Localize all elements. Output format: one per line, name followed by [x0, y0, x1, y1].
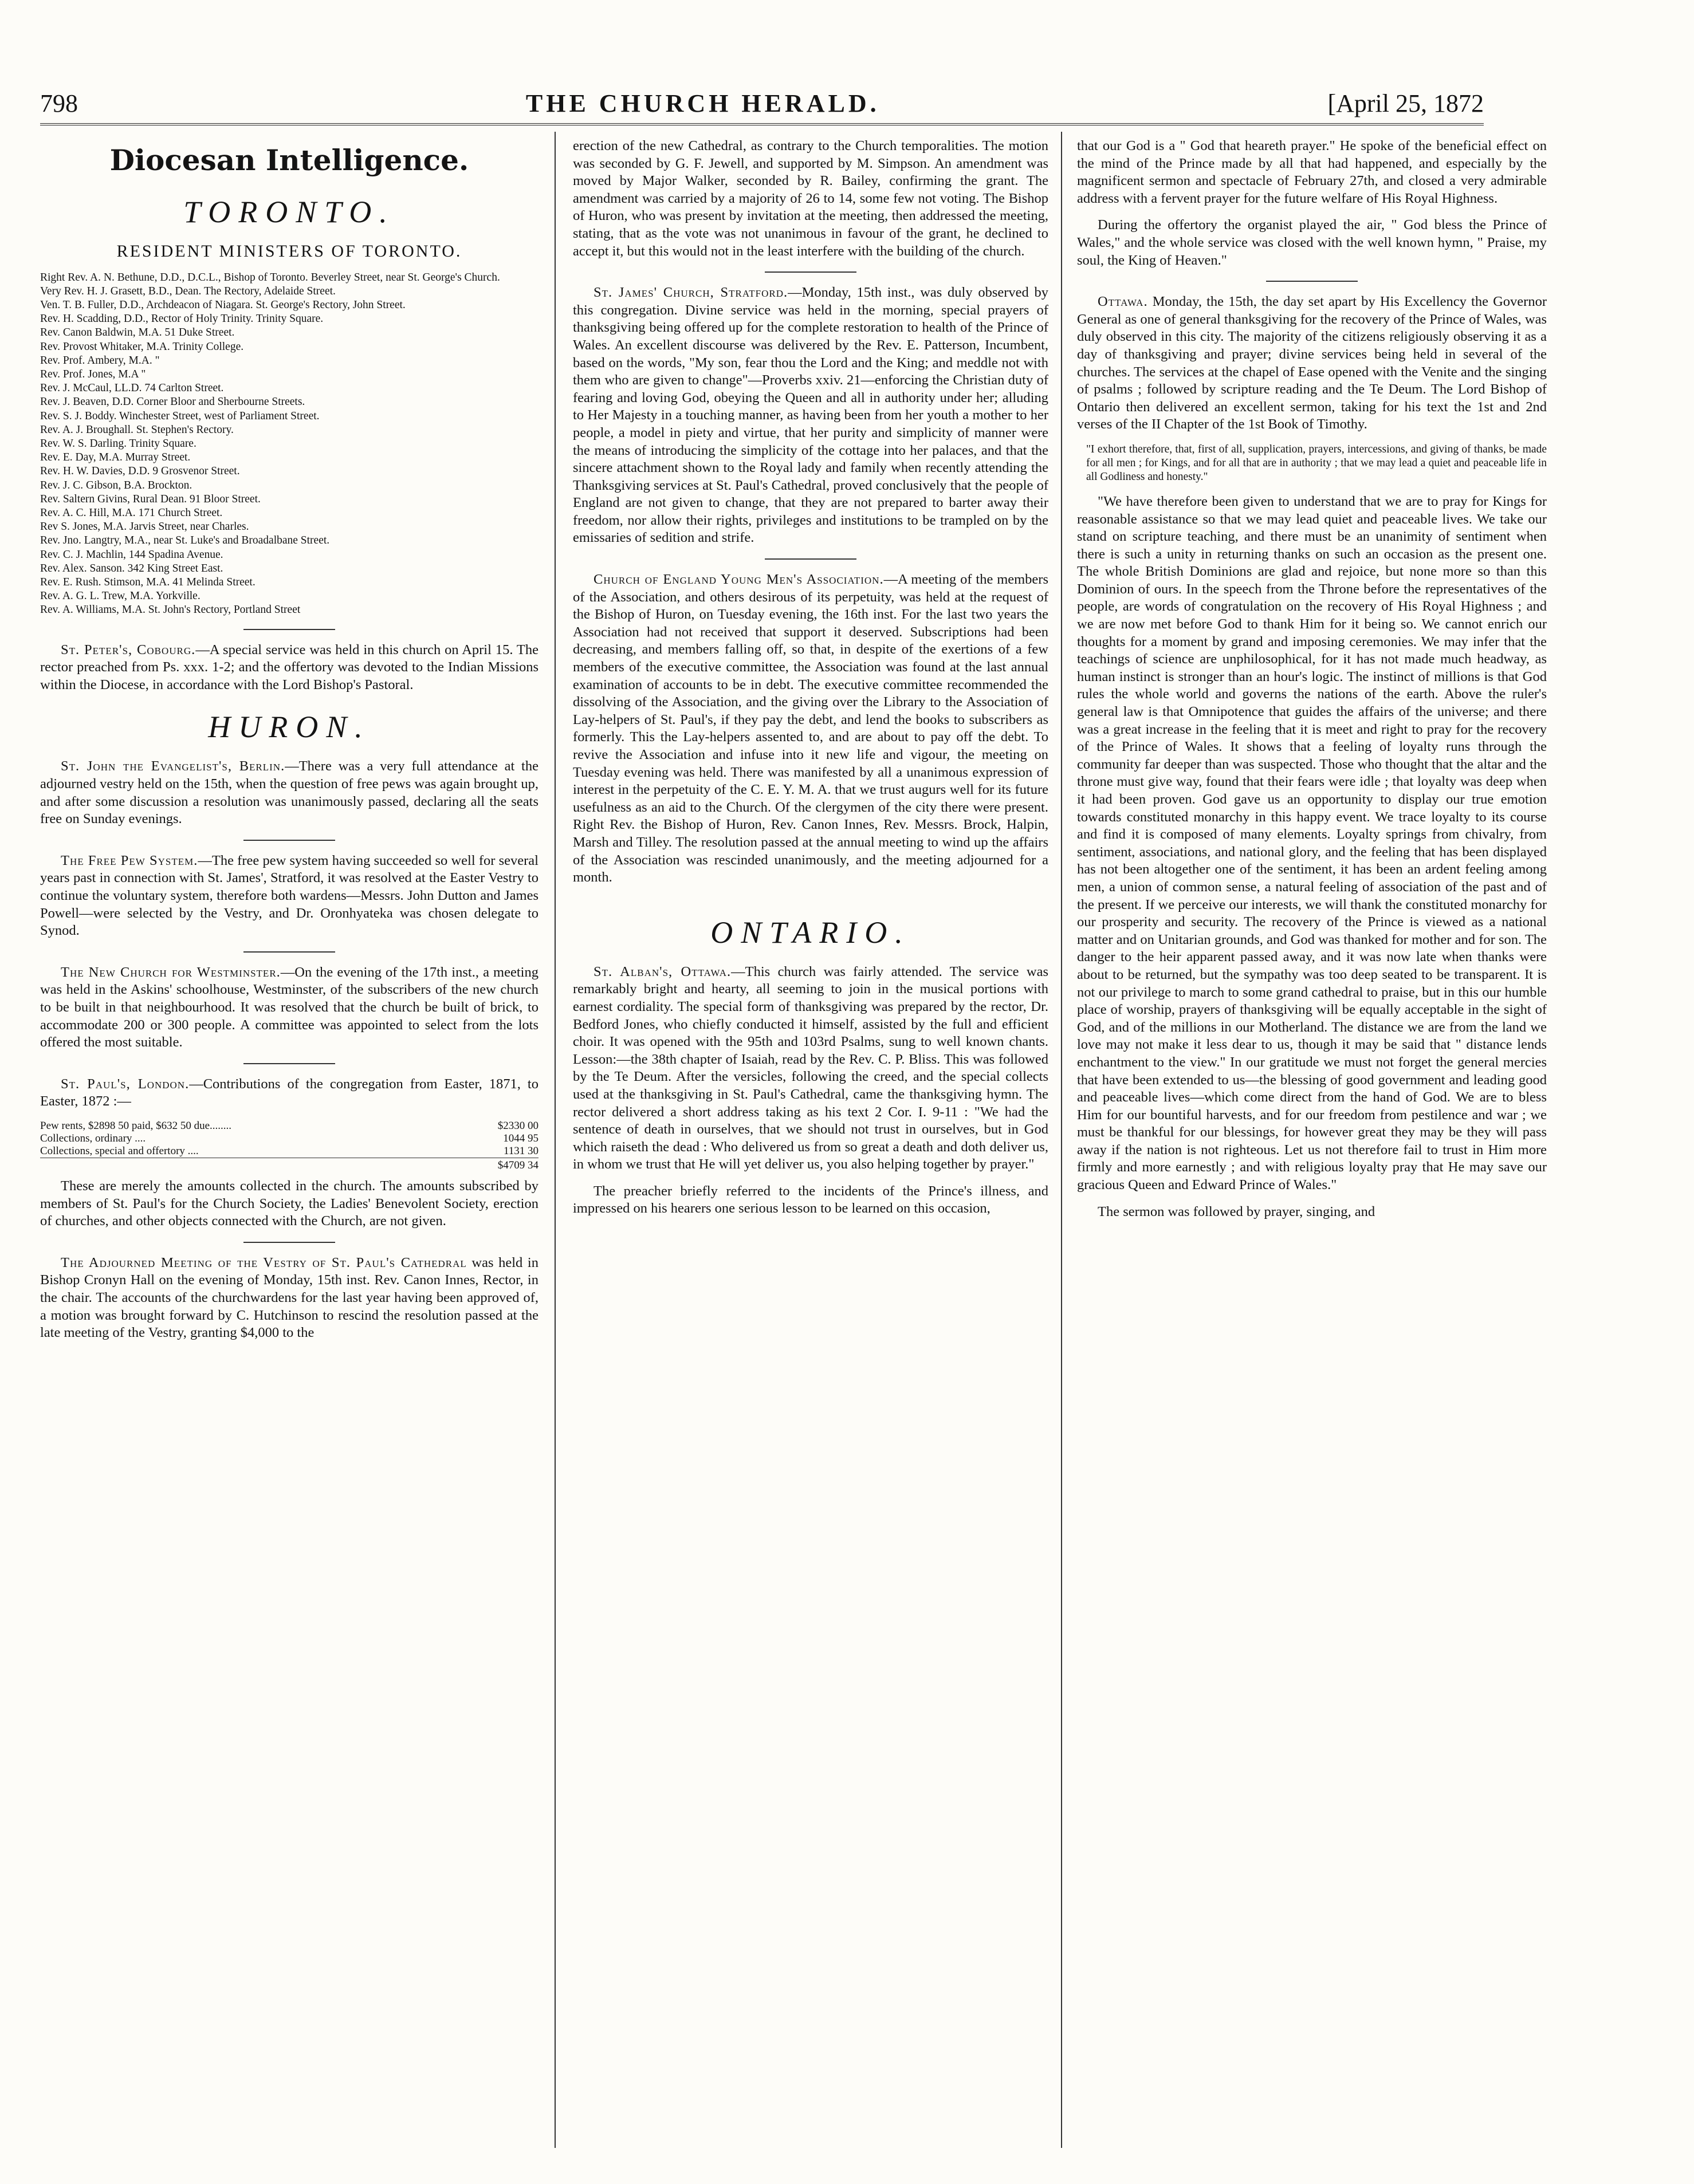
minister-entry: Rev. H. Scadding, D.D., Rector of Holy Trinity. Trinity Square. — [40, 313, 324, 325]
divider — [243, 951, 335, 953]
ledger-total: $4709 34 — [40, 1158, 539, 1172]
minister-entry: Rev. A. J. Broughall. St. Stephen's Rectory. — [40, 423, 234, 436]
minister-entry: Rev. A. C. Hill, M.A. 171 Church Street. — [40, 507, 223, 520]
divider — [1266, 281, 1358, 282]
minister-entry: Ven. T. B. Fuller, D.D., Archdeacon of Niagara. St. George's Rectory, John Street. — [40, 299, 406, 311]
article-st-john-berlin: St. John the Evangelist's, Berlin.—There was a very full attendance at the adjourned vestry held on the 15th, when the question of free pews was again brought up, and after some discussion a resolution was unanimously passed, declaring all the seats free on Sunday evenings. — [40, 758, 539, 827]
divider — [243, 1242, 335, 1243]
minister-entry: Rev. E. Day, M.A. Murray Street. — [40, 451, 191, 464]
minister-entry: Rev. H. W. Davies, D.D. 9 Grosvenor Street. — [40, 465, 240, 478]
article-sermon-text: "We have therefore been given to understand that we are to pray for Kings for reasonable assistance so that we may lead quiet and peaceable lives. We take our stand on scripture teaching, and there must be an unanimity of sentiment when there is such a unity in returning thanks on such an occasion as the present one. The whole British Dominions are glad and rejoice, but none more so than this Dominion of ours. In the speech from the Throne before the representatives of the people, are words of congratulation on the recovery of His Royal Highness ; and we are now met before God to thank Him for it being so. We cannot enrich our thoughts for a moment by grand and imposing ceremonies. We may infer that the teachings of science are unphilosophical, for it has not made much headway, as human instinct is stronger than an hour's logic. The instinct of millions is that God rules the whole world and governs the nations of the earth. Above the ruler's general law is that Omnipotence that guides the affairs of the universe; and there was a great increase in the feeling that it is meet and right to pray for the recovery of the Prince of Wales. It shows that a feeling of loyalty runs through the community far deeper than was suspected. Those who thought that the altar and the throne must give way, found that their fears were idle ; that loyalty was deep when it had been proven. God gave us an opportunity to display our true emotion towards constituted monarchy in this happy event. We trace loyalty to its course and find it is composed of many elements. Loyalty springs from chivalry, from sentiment, associations, and national glory, and the feeling that has been displayed has not been altogether one of the sentiment, it has been an ardent feeling among men, a union of common sense, a natural feeling of association of the past and of the present. If we perceive our interests, we will thank the constituted monarchy for our prosperity and security. The recovery of the Prince is viewed as a national matter and on Unitarian grounds, and God was thanked for mother and for son. The danger to the heir apparent passed away, and it was now late when thanks were about to be returned, but the sympathy was too deep seated to be transparent. It is not our privilege to march to some grand cathedral to praise, but in this our humble place of worship, prayers of thanksgiving will be equally acceptable in the sight of God, and of the millions in our Motherland. The distance we are from the land we love may not make it less dear to us, though it may be said that " distance lends enchantment to the view." In our gratitude we must not forget the general mercies that have been extended to us—the blessing of good government and leading good and peaceable lives—which come direct from the hand of God. We are to bless Him for our bountiful harvests, and for our freedom from pestilence and war ; we must be thankful for our blessings, for however great they may be they will pass away if the nation is not righteous. Let us not therefore fail to trust in Him more firmly and more earnestly ; and with religious loyalty pray that He may save our gracious Queen and Edward Prince of Wales." — [1077, 493, 1547, 1193]
article-offertory: During the offertory the organist played the air, " God bless the Prince of Wales," and the whole service was closed with the well known hymn, " Praise, my soul, the King of Heaven." — [1077, 217, 1547, 268]
article-preacher-paragraph: The preacher briefly referred to the incidents of the Prince's illness, and impressed on his hearers one serious lesson to be learned on this occasion, — [573, 1183, 1048, 1217]
column-rule — [1061, 132, 1062, 2148]
ledger-row: Pew rents, $2898 50 paid, $632 50 due........ $2330 00 — [40, 1119, 539, 1132]
ledger-row: Collections, special and offertory .... 1131 30 — [40, 1144, 539, 1157]
minister-entry: Rev. J. C. Gibson, B.A. Brockton. — [40, 479, 192, 491]
article-young-mens-association: Church of England Young Men's Association.—A meeting of the members of the Association, and others desirous of its perpetuity, was held at the request of the Bishop of Huron, on Tuesday evening, the 16th inst. For the last two years the Association had not received that support it deserved. Subscriptions had been decreasing, and members falling off, so that, in despite of the exertions of a few members of the executive committee, the Association was found at the last annual examination of accounts to be in debt. The executive committee recommended the dissolving of the Association, and the giving over the Library to the Association of Lay-helpers of St. Paul's, if they pay the debt, and lend the books to subscribers as formerly. This the Lay-helpers assented to, and are about to pay off the debt. To revive the Association and infuse into it new life and vigour, the meeting on Tuesday evening was held. There was manifested by all a unanimous expression of interest in the perpetuity of the C. E. Y. M. A. that we trust augurs well for its future usefulness as an aid to the Church. Of the clergymen of the city there were present. Right Rev. the Bishop of Huron, Rev. Canon Innes, Rev. Messrs. Brock, Halpin, Marsh and Tilley. The resolution passed at the annual meeting to wind up the affairs of the Association was rescinded unanimously, and the meeting adjourned for a month. — [573, 572, 1048, 886]
diocese-heading-toronto: TORONTO. — [183, 195, 395, 229]
divider — [765, 271, 856, 273]
contributions-ledger — [40, 1120, 539, 1172]
minister-entry: Rev. Jno. Langtry, M.A., near St. Luke's and Broadalbane Street. — [40, 534, 330, 547]
minister-entry: Rev. A. G. L. Trew, M.A. Yorkville. — [40, 590, 201, 603]
minister-entry: Rev S. Jones, M.A. Jarvis Street, near Charles. — [40, 521, 249, 533]
minister-entry: Rev. J. McCaul, LL.D. 74 Carlton Street. — [40, 382, 224, 395]
minister-entry: Rev. Prof. Ambery, M.A. " — [40, 354, 160, 367]
issue-date: [April 25, 1872 — [1327, 89, 1484, 117]
article-st-james-stratford: St. James' Church, Stratford.—Monday, 15th inst., was duly observed by this congregation. Divine service was held in the morning, special prayers of thanksgiving being offered up for the complete restoration to health of the Prince of Wales. An excellent discourse was delivered by the Rev. E. Patterson, Incumbent, based on the words, "My son, fear thou the Lord and the King; and meddle not with them who are given to change"—Proverbs xxiv. 21—enforcing the Christian duty of fearing and loving God, obeying the Queen and all in authority under her; alluding to Her Majesty in a touching manner, as having been from her youth a mother to her people, a model in piety and virtue, that her purity and simplicity of manner were the means of introducing the simplicity of the cottage into her palaces, and that the sincere attachment shown to the Royal lady and family when recently attending the Thanksgiving services at St. Paul's Cathedral, proved conclusively that the people of England are not given to change, that they are not prepared to barter away their freedom, nor allow their rights, privileges and institutions to be trampled on by the emissaries of sedition and strife. — [573, 285, 1048, 546]
column-2 — [573, 137, 1048, 2148]
article-adjourned-vestry-meeting: The Adjourned Meeting of the Vestry of St. Paul's Cathedral was held in Bishop Cronyn Hall on the evening of Monday, 15th inst. Rev. Canon Innes, Rector, in the chair. The accounts of the churchwardens for the last year having been approved of, a motion was brought forward by C. Hutchinson to rescind the resolution passed at the late meeting of the Vestry, granting $4,000 to the — [40, 1254, 539, 1341]
article-ottawa-thanksgiving: Ottawa. Monday, the 15th, the day set apart by His Excellency the Governor General as one of general thanksgiving for the recovery of the Prince of Wales, was duly observed in this city. The majority of the citizens religiously observing it as a day of thanksgiving and prayer; divine services being held in several of the churches. The services at the chapel of Ease opened with the Venite and the singing of psalms ; followed by scripture reading and the Te Deum. The Lord Bishop of Ontario then delivered an excellent sermon, taking for his text the 1st and 2nd verses of the II Chapter of the 1st Book of Timothy. — [1077, 294, 1547, 432]
minister-entry: Rev. Alex. Sanson. 342 King Street East. — [40, 562, 223, 574]
minister-entry: Rev. S. J. Boddy. Winchester Street, west of Parliament Street. — [40, 410, 320, 422]
minister-entry: Rev. E. Rush. Stimson, M.A. 41 Melinda Street. — [40, 576, 256, 589]
minister-entry: Rev. C. J. Machlin, 144 Spadina Avenue. — [40, 548, 223, 561]
diocese-heading-ontario: ONTARIO. — [710, 915, 911, 950]
article-st-pauls-london: St. Paul's, London.—Contributions of the congregation from Easter, 1871, to Easter, 1872 :— — [40, 1076, 539, 1109]
minister-entry: Rev. A. Williams, M.A. St. John's Rectory, Portland Street — [40, 604, 301, 616]
minister-entry: Rev. Saltern Givins, Rural Dean. 91 Bloor Street. — [40, 493, 261, 505]
page-number: 798 — [40, 89, 78, 117]
column-rule — [555, 132, 556, 2148]
ledger-row: Collections, ordinary .... 1044 95 — [40, 1132, 539, 1144]
masthead-title: THE CHURCH HERALD. — [525, 89, 880, 117]
article-new-church-westminster: The New Church for Westminster.—On the evening of the 17th inst., a meeting was held in the Askins' schoolhouse, Westminster, of the subscribers of the new church to be built in that neighbourhood. It was resolved that the church be built of brick, to accommodate 200 or 300 people. A committee was appointed to select from the lots offered the most suitable. — [40, 964, 539, 1050]
minister-entry: Rev. J. Beaven, D.D. Corner Bloor and Sherbourne Streets. — [40, 396, 305, 408]
minister-entry: Right Rev. A. N. Bethune, D.D., D.C.L., Bishop of Toronto. Beverley Street, near St. George's Church. — [40, 271, 500, 284]
ministers-subheading: RESIDENT MINISTERS OF TORONTO. — [116, 242, 462, 261]
minister-entry: Rev. Provost Whitaker, M.A. Trinity College. — [40, 340, 244, 353]
minister-entry: Rev. W. S. Darling. Trinity Square. — [40, 438, 196, 450]
diocese-heading-huron: HURON. — [208, 710, 371, 745]
scripture-quote: "I exhort therefore, that, first of all, supplication, prayers, intercessions, and giving of thanks, be made for all men ; for Kings, and for all that are in authority ; that we may lead a quiet and peaceable life in all Godliness and honesty." — [1086, 443, 1547, 483]
article-st-peters-cobourg: St. Peter's, Cobourg.—A special service was held in this church on April 15. The rector preached from Ps. xxx. 1-2; and the offertory was devoted to the Indian Missions within the Diocese, in accordance with the Lord Bishop's Pastoral. — [40, 642, 539, 692]
article-st-pauls-note: These are merely the amounts collected in the church. The amounts subscribed by members of St. Paul's for the Church Society, the Ladies' Benevolent Society, erection of churches, and other objects connected with the Church, are not given. — [40, 1178, 539, 1229]
minister-entry: Very Rev. H. J. Grasett, B.D., Dean. The Rectory, Adelaide Street. — [40, 285, 336, 297]
article-st-albans-continued: that our God is a " God that heareth prayer." He spoke of the beneficial effect on the mind of the Prince made by all that had happened, and especially by the magnificent sermon and spectacle of February 27th, and closed a very admirable address with a fervent prayer for the future welfare of His Royal Highness. — [1077, 138, 1547, 206]
article-vestry-continued: erection of the new Cathedral, as contrary to the Church temporalities. The motion was seconded by G. F. Jewell, and supported by M. Simpson. An amendment was moved by Major Walker, seconded by R. Bailey, confirming the grant. The amendment was carried by a majority of 26 to 14, some few not voting. The Bishop of Huron, who was present by invitation at the meeting, then addressed the meeting, stating, that as the vote was not unanimous in favour of the grant, he declined to accept it, but this would not in the least interfere with the building of the church. — [573, 138, 1048, 259]
divider — [765, 558, 856, 560]
article-sermon-closing: The sermon was followed by prayer, singing, and — [1098, 1203, 1375, 1219]
article-st-albans-ottawa: St. Alban's, Ottawa.—This church was fairly attended. The service was remarkably bright and hearty, all seeming to join in the musical portions with earnest cordiality. The special form of thanksgiving was prepared by the rector, Dr. Bedford Jones, who chiefly conducted it himself, assisted by the full and efficient choir. It was opened with the 95th and 103rd Psalms, sung to well known chants. Lesson:—the 38th chapter of Isaiah, read by the Rev. C. P. Bliss. This was followed by the Te Deum. After the versicles, following the creed, and the special collects used at the thanksgiving in St. Paul's Cathedral, came the thanksgiving hymn. The rector delivered a short address taking as his text 2 Cor. I. 9-11 : "We had the sentence of death in ourselves, that we should not trust in ourselves, but in God which raiseth the dead : Who delivered us from so great a death and doth deliver us, in whom we trust that He will yet deliver us, you also helping together by prayer." — [573, 963, 1048, 1172]
divider — [243, 1063, 335, 1064]
column-3 — [1077, 137, 1547, 2148]
minister-entry: Rev. Prof. Jones, M.A " — [40, 368, 146, 381]
running-head — [40, 89, 1484, 125]
article-free-pew-system: The Free Pew System.—The free pew system having succeeded so well for several years past in connection with St. James', Stratford, it was resolved at the Easter Vestry to continue the voluntary system, therefore both wardens—Messrs. John Dutton and James Powell—were selected by the Vestry, and Dr. Oronhyateka was chosen delegate to Synod. — [40, 852, 539, 939]
ministers-list — [40, 271, 539, 617]
section-title: Diocesan Intelligence. — [109, 143, 469, 177]
divider — [243, 629, 335, 630]
divider — [243, 840, 335, 841]
column-1 — [40, 137, 539, 2148]
minister-entry: Rev. Canon Baldwin, M.A. 51 Duke Street. — [40, 326, 235, 339]
